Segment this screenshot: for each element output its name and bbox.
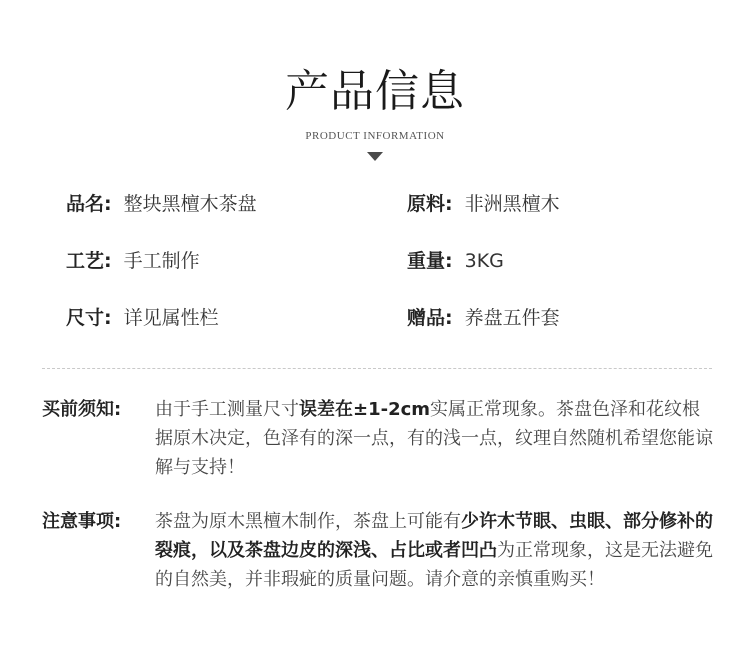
property-key: 原料: bbox=[407, 193, 453, 215]
note-segment-emphasis: 少许木节眼、虫眼、部分修补的裂痕，以及茶盘边皮的深浅、占比或者凹凸 bbox=[155, 511, 713, 561]
property-gift bbox=[407, 305, 560, 331]
property-weight bbox=[407, 248, 504, 274]
property-value: 详见属性栏 bbox=[123, 307, 219, 329]
property-size bbox=[66, 305, 219, 331]
page-title: 产品信息 bbox=[285, 66, 465, 117]
property-value: 手工制作 bbox=[123, 250, 200, 272]
note-segment-emphasis: 误差在±1-2cm bbox=[299, 399, 431, 420]
property-value: 整块黑檀木茶盘 bbox=[123, 193, 257, 215]
property-value: 养盘五件套 bbox=[464, 307, 560, 329]
property-value: 3KG bbox=[464, 250, 504, 272]
property-material bbox=[407, 191, 560, 217]
property-key: 品名: bbox=[66, 193, 112, 215]
note-segment: 实属正常现象。茶盘色泽和花纹根据原木决定，色泽有的深一点，有的浅一点，纹理自然随机希望您能谅解与支持！ bbox=[155, 399, 713, 478]
purchase-notice-text bbox=[155, 395, 717, 482]
dashed-divider bbox=[42, 368, 712, 369]
property-key: 赠品: bbox=[407, 307, 453, 329]
property-key: 工艺: bbox=[66, 250, 112, 272]
down-triangle-icon bbox=[367, 152, 383, 161]
property-key: 重量: bbox=[407, 250, 453, 272]
caution-text bbox=[155, 507, 717, 594]
note-segment: 由于手工测量尺寸 bbox=[155, 399, 299, 420]
page-subtitle: PRODUCT INFORMATION bbox=[305, 130, 445, 142]
note-segment: 茶盘为原木黑檀木制作，茶盘上可能有 bbox=[155, 511, 461, 532]
property-key: 尺寸: bbox=[66, 307, 112, 329]
purchase-notice-label: 买前须知: bbox=[42, 399, 122, 420]
caution-label: 注意事项: bbox=[42, 511, 122, 532]
note-segment: 为正常现象，这是无法避免的自然美，并非瑕疵的质量问题。请介意的亲慎重购买！ bbox=[155, 540, 713, 590]
property-value: 非洲黑檀木 bbox=[464, 193, 560, 215]
property-name bbox=[66, 191, 257, 217]
property-craft bbox=[66, 248, 200, 274]
